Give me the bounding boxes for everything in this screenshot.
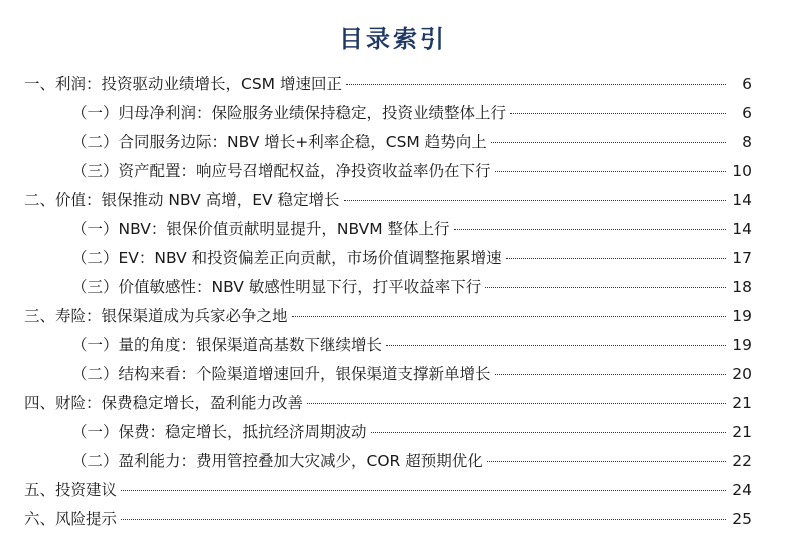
toc-entry-title: （一）NBV：银保价值贡献明显提升，NBVM 整体上行 xyxy=(72,220,450,238)
toc-entry-page: 19 xyxy=(732,307,752,325)
dot-leader xyxy=(307,403,726,404)
dot-leader xyxy=(491,142,726,143)
toc-entry[interactable] xyxy=(24,331,752,360)
toc-entry-page: 22 xyxy=(732,452,752,470)
toc-entry[interactable] xyxy=(24,128,752,157)
toc-entry-page: 20 xyxy=(732,365,752,383)
toc-entry-title: 三、寿险：银保渠道成为兵家必争之地 xyxy=(24,307,288,325)
dot-leader xyxy=(121,490,726,491)
table-of-contents xyxy=(24,70,752,534)
toc-entry[interactable] xyxy=(24,215,752,244)
toc-entry-title: （三）价值敏感性：NBV 敏感性明显下行，打平收益率下行 xyxy=(72,278,482,296)
toc-entry-page: 19 xyxy=(732,336,752,354)
toc-entry-title: （一）保费：稳定增长，抵抗经济周期波动 xyxy=(72,423,367,441)
dot-leader xyxy=(292,316,726,317)
toc-entry[interactable] xyxy=(24,302,752,331)
toc-entry-title: （二）盈利能力：费用管控叠加大灾减少，COR 超预期优化 xyxy=(72,452,483,470)
toc-entry[interactable] xyxy=(24,157,752,186)
dot-leader xyxy=(495,171,726,172)
toc-entry[interactable] xyxy=(24,273,752,302)
toc-entry-title: （三）资产配置：响应号召增配权益，净投资收益率仍在下行 xyxy=(72,162,491,180)
toc-entry-page: 17 xyxy=(732,249,752,267)
toc-entry-page: 10 xyxy=(732,162,752,180)
toc-entry[interactable] xyxy=(24,244,752,273)
dot-leader xyxy=(487,461,726,462)
dot-leader xyxy=(454,229,726,230)
dot-leader xyxy=(344,200,726,201)
toc-entry-title: 五、投资建议 xyxy=(24,481,118,499)
toc-entry-title: 六、风险提示 xyxy=(24,510,118,528)
toc-entry[interactable] xyxy=(24,505,752,534)
toc-entry-title: （二）EV：NBV 和投资偏差正向贡献，市场价值调整拖累增速 xyxy=(72,249,502,267)
dot-leader xyxy=(495,374,726,375)
toc-entry-title: （二）结构来看：个险渠道增速回升，银保渠道支撑新单增长 xyxy=(72,365,491,383)
dot-leader xyxy=(371,432,726,433)
toc-entry-page: 18 xyxy=(732,278,752,296)
toc-entry-page: 6 xyxy=(742,75,752,93)
toc-entry[interactable] xyxy=(24,476,752,505)
toc-entry-page: 14 xyxy=(732,191,752,209)
toc-entry-title: 一、利润：投资驱动业绩增长，CSM 增速回正 xyxy=(24,75,342,93)
toc-entry-page: 6 xyxy=(742,104,752,122)
dot-leader xyxy=(510,113,726,114)
dot-leader xyxy=(386,345,726,346)
toc-entry-page: 8 xyxy=(742,133,752,151)
toc-entry[interactable] xyxy=(24,360,752,389)
dot-leader xyxy=(121,519,726,520)
dot-leader xyxy=(485,287,726,288)
dot-leader xyxy=(506,258,726,259)
toc-entry-page: 24 xyxy=(732,481,752,499)
toc-entry[interactable] xyxy=(24,389,752,418)
toc-entry-page: 25 xyxy=(732,510,752,528)
toc-entry[interactable] xyxy=(24,447,752,476)
toc-entry-page: 21 xyxy=(732,423,752,441)
toc-entry-title: （二）合同服务边际：NBV 增长+利率企稳，CSM 趋势向上 xyxy=(72,133,487,151)
toc-entry[interactable] xyxy=(24,70,752,99)
toc-entry[interactable] xyxy=(24,99,752,128)
page-title: 目录索引 xyxy=(339,24,447,53)
toc-entry-title: 二、价值：银保推动 NBV 高增，EV 稳定增长 xyxy=(24,191,340,209)
toc-entry-page: 14 xyxy=(732,220,752,238)
toc-entry-page: 21 xyxy=(732,394,752,412)
toc-entry-title: （一）量的角度：银保渠道高基数下继续增长 xyxy=(72,336,383,354)
toc-entry[interactable] xyxy=(24,186,752,215)
toc-entry[interactable] xyxy=(24,418,752,447)
dot-leader xyxy=(346,84,726,85)
toc-entry-title: 四、财险：保费稳定增长，盈利能力改善 xyxy=(24,394,304,412)
toc-entry-title: （一）归母净利润：保险服务业绩保持稳定，投资业绩整体上行 xyxy=(72,104,507,122)
